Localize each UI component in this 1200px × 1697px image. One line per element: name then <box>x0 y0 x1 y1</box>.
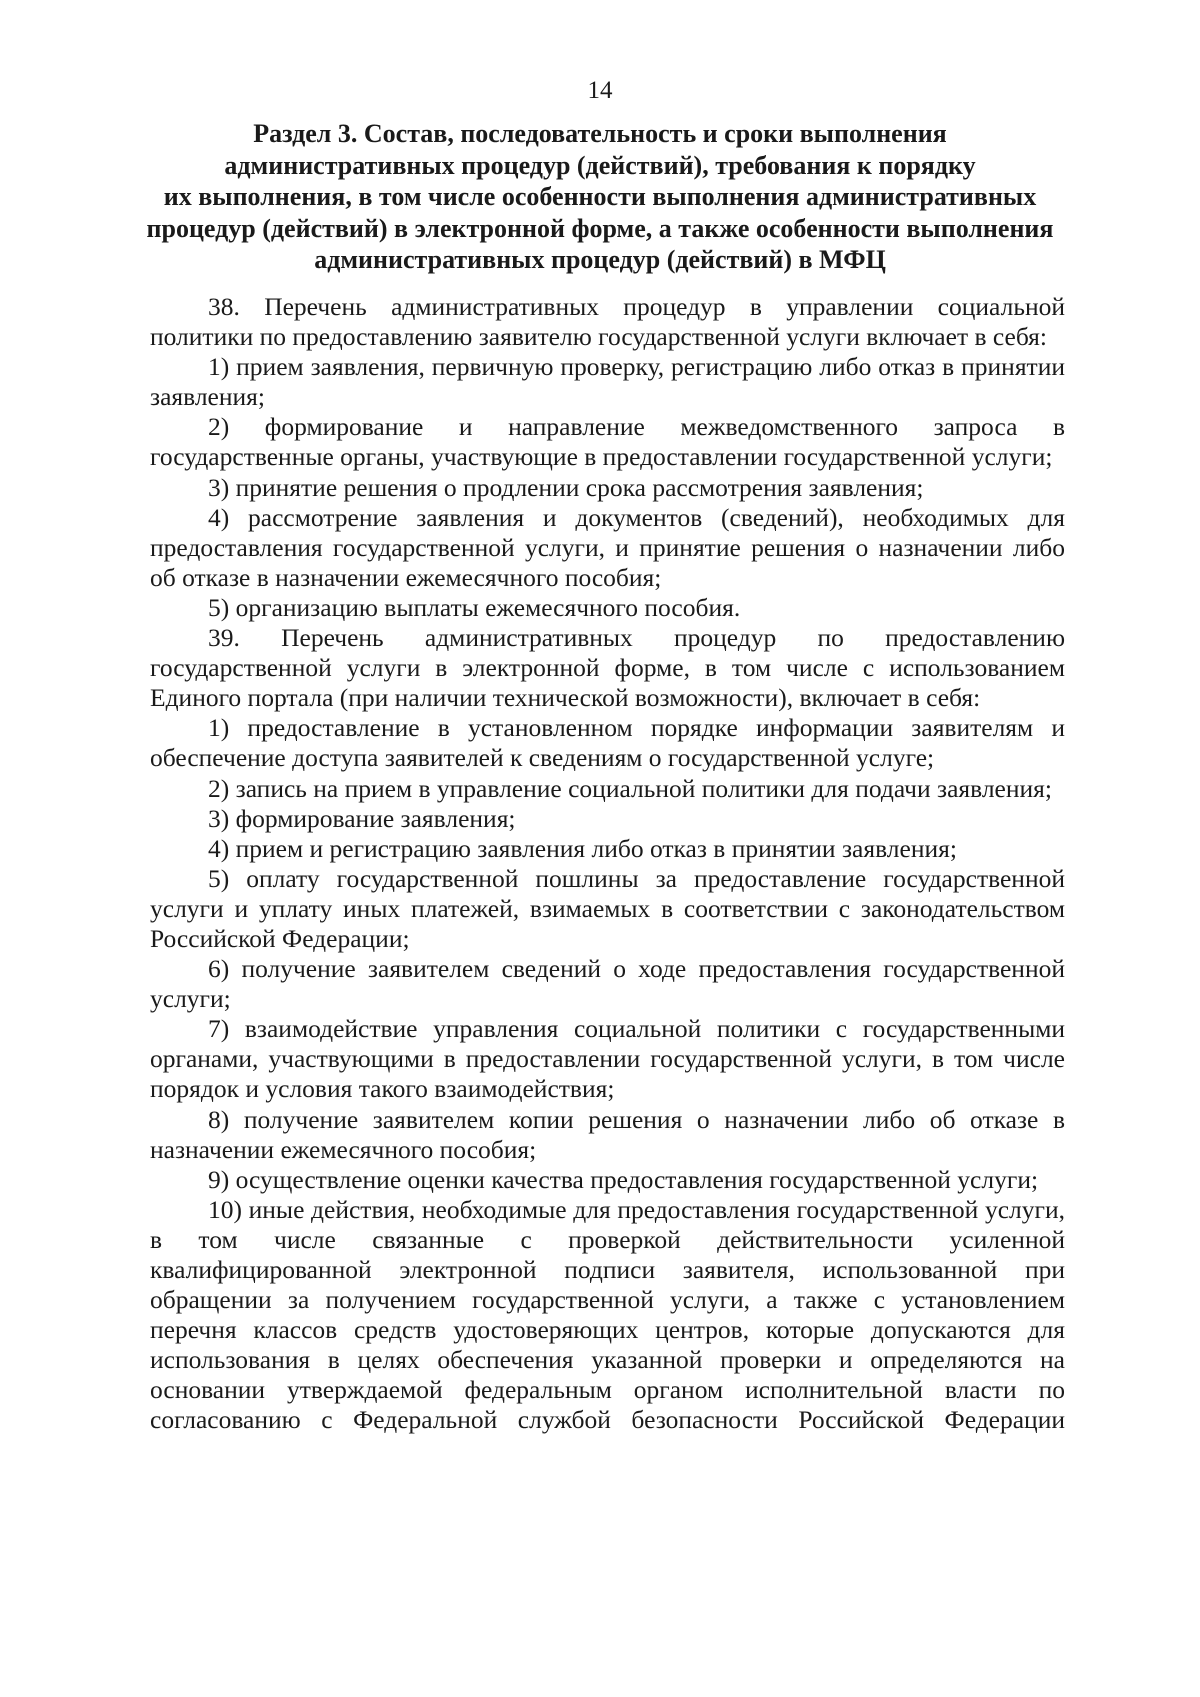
heading-line: Раздел 3. Состав, последовательность и сроки выполнения <box>253 119 947 148</box>
list-item-38-2: 2) формирование и направление межведомственного запроса в государственные органы, участвующие в предоставлении государственной услуги; <box>150 412 1065 472</box>
document-body <box>150 292 1065 1436</box>
list-item-38-4: 4) рассмотрение заявления и документов (сведений), необходимых для предоставления государственной услуги, и принятие решения о назначении либо об отказе в назначении ежемесячного пособия; <box>150 502 1065 592</box>
list-item-38-5: 5) организацию выплаты ежемесячного пособия. <box>208 592 741 622</box>
heading-line: административных процедур (действий), требования к порядку <box>224 150 976 180</box>
list-item-39-10: 10) иные действия, необходимые для предоставления государственной услуги, в том числе связанные с проверкой действительности усиленной квалифицированной электронной подписи заявителя, использованной при обращении за получением государственной услуги, а также с установлением перечня классов средств удостоверяющих центров, которые допускаются для использования в целях обеспечения указанной проверки и определяются на основании утверждаемой федеральным органом исполнительной власти по согласованию с Федеральной службой безопасности Российской Федерации <box>150 1194 1065 1435</box>
list-item-39-2: 2) запись на прием в управление социальной политики для подачи заявления; <box>208 773 1052 803</box>
list-item-39-4: 4) прием и регистрацию заявления либо отказ в принятии заявления; <box>208 833 957 863</box>
page-number: 14 <box>587 77 613 104</box>
list-item-39-6: 6) получение заявителем сведений о ходе предоставления государственной услуги; <box>150 954 1065 1014</box>
heading-line: административных процедур (действий) в МФЦ <box>314 245 886 274</box>
list-item-39-3: 3) формирование заявления; <box>208 803 516 833</box>
paragraph-38: 38. Перечень административных процедур в управлении социальной политики по предоставлению заявителю государственной услуги включает в себя: <box>150 292 1065 352</box>
list-item-39-9: 9) осуществление оценки качества предоставления государственной услуги; <box>208 1164 1039 1194</box>
list-item-38-3: 3) принятие решения о продлении срока рассмотрения заявления; <box>208 472 924 502</box>
section-heading <box>140 118 1060 276</box>
list-item-39-7: 7) взаимодействие управления социальной политики с государственными органами, участвующими в предоставлении государственной услуги, в том числе порядок и условия такого взаимодействия; <box>150 1014 1065 1104</box>
heading-line: процедур (действий) в электронной форме, а также особенности выполнения <box>146 213 1054 243</box>
list-item-38-1: 1) прием заявления, первичную проверку, регистрацию либо отказ в принятии заявления; <box>150 352 1065 412</box>
paragraph-39: 39. Перечень административных процедур по предоставлению государственной услуги в электронной форме, в том числе с использованием Единого портала (при наличии технической возможности), включает в себя: <box>150 623 1065 713</box>
list-item-39-5: 5) оплату государственной пошлины за предоставление государственной услуги и уплату иных платежей, взимаемых в соответствии с законодательством Российской Федерации; <box>150 863 1065 953</box>
list-item-39-1: 1) предоставление в установленном порядке информации заявителям и обеспечение доступа заявителей к сведениям о государственной услуге; <box>150 713 1065 773</box>
heading-line: их выполнения, в том числе особенности выполнения административных <box>163 182 1037 211</box>
list-item-39-8: 8) получение заявителем копии решения о назначении либо об отказе в назначении ежемесячного пособия; <box>150 1104 1065 1164</box>
